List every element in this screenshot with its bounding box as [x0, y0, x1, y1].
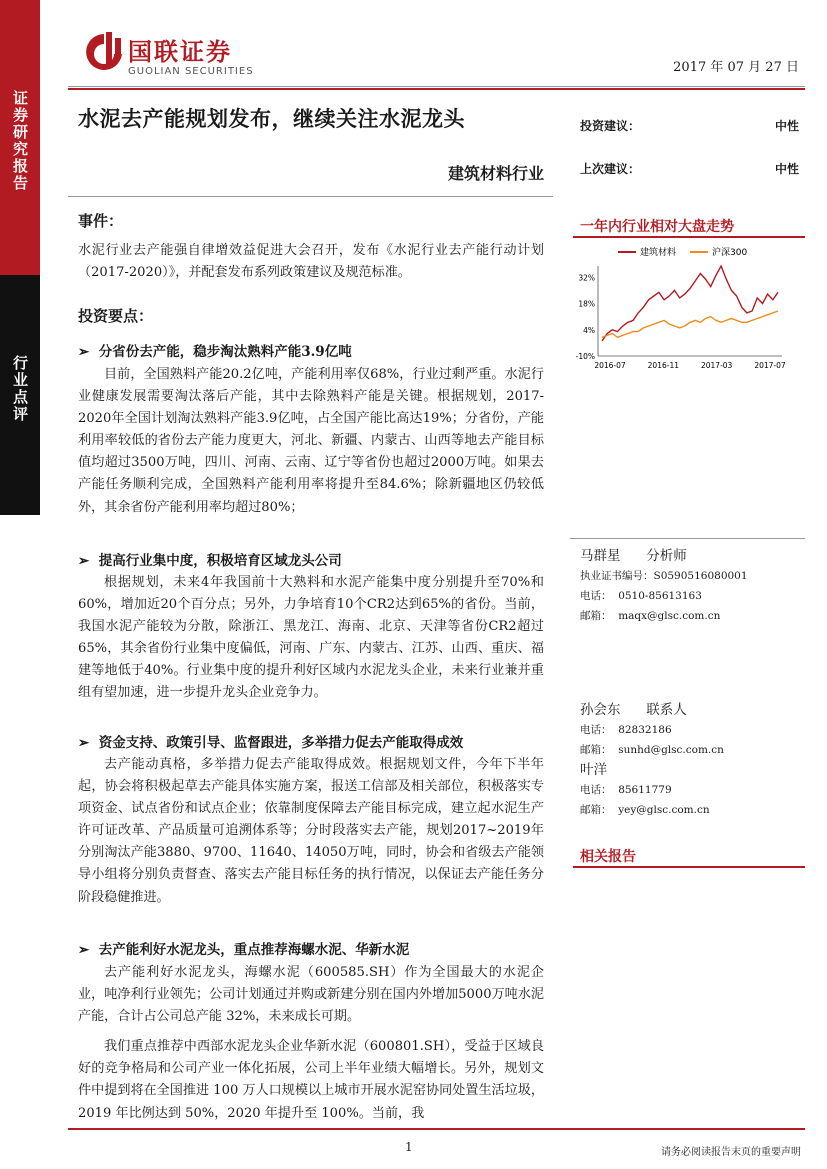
industry-name: 建筑材料行业 — [447, 164, 544, 183]
bullet-paragraph: 去产能利好水泥龙头，海螺水泥（600585.SH）作为全国最大的水泥企业，吨净利行业领先；公司计划通过并购或新建分别在国内外增加5000万吨水泥产能，合计占公司总产能 32%，未来成长可期。 — [78, 965, 544, 1025]
x-tick-label: 2016-11 — [647, 361, 680, 370]
report-date: 2017 年 07 月 27 日 — [673, 60, 799, 75]
legend-label-industry: 建筑材料 — [640, 248, 677, 258]
legend-label-index: 沪深300 — [712, 248, 748, 258]
analyst-name: 孙会东 — [580, 702, 621, 718]
brand-name-en: GUOLIAN SECURITIES — [128, 66, 254, 77]
sidebar-report-type — [0, 0, 40, 275]
chart-title-rule — [573, 236, 805, 238]
series-line-index — [602, 311, 778, 337]
bullet-body — [78, 572, 544, 705]
x-tick-label: 2017-07 — [754, 361, 786, 370]
email-link[interactable]: yey@glsc.com.cn — [618, 804, 710, 816]
points-heading: 投资要点： — [78, 307, 154, 325]
relative-performance-chart — [570, 242, 810, 382]
prev-rating-value: 中性 — [775, 162, 800, 176]
x-tick-label: 2017-03 — [700, 361, 733, 370]
invest-rating-label: 投资建议： — [580, 119, 641, 133]
prev-rating-label: 上次建议： — [580, 162, 641, 176]
bullet-body — [78, 962, 544, 1125]
analyst-card — [580, 700, 724, 820]
event-paragraph: 水泥行业去产能强自律增效益促进大会召开，发布《水泥行业去产能行动计划（2017-2020）》，并配套发布系列政策建议及规范标准。 — [78, 243, 544, 281]
y-tick-label: -10% — [575, 352, 595, 361]
bullet-paragraph: 我们重点推荐中西部水泥龙头企业华新水泥（600801.SH），受益于区域良好的竞争格局和公司产业一体化拓展，公司上半年业绩大幅增长。另外，规划文件中提到将在全国推进 100 万人口规模以上城市开展水泥窑协同处置生活垃圾，2019 年比例达到 50%，2020 年提升至 100%。当前，我 — [78, 1039, 544, 1121]
sidebar-report-label: 证券研究报告 — [11, 90, 29, 192]
x-tick-label: 2016-07 — [594, 361, 626, 370]
sidebar-category — [0, 275, 40, 515]
analyst-name: 马群星 — [580, 548, 621, 564]
bullet-marker-icon: ➢ — [78, 344, 90, 360]
chart-title: 一年内行业相对大盘走势 — [580, 219, 734, 235]
title-divider — [68, 196, 553, 197]
page-number: 1 — [405, 1140, 413, 1154]
bullet-marker-icon: ➢ — [78, 553, 90, 569]
footer-rule — [68, 1128, 805, 1130]
bullet-body — [78, 754, 544, 909]
header-divider — [68, 86, 805, 87]
bullet-paragraph: 目前，全国熟料产能20.2亿吨，产能利用率仅68%，行业过剩严重。水泥行业健康发展需要淘汰落后产能，其中去除熟料产能是关键。根据规划，2017-2020年全国计划淘汰熟料产能3.9亿吨，占全国产能比高达19%；分省份，产能利用率较低的省份去产能力度更大，河北、新疆、内蒙古、山西等地去产能目标值均超过3500万吨，四川、河南、云南、辽宁等省份也超过2000万吨。如果去产能任务顺利完成，全国熟料产能利用率将提升至84.6%；除新疆地区仍较低外，其余省份产能利用率均超过80%； — [78, 367, 544, 515]
event-text — [78, 240, 544, 284]
brand-name: 国联证券 — [128, 38, 232, 66]
related-reports-heading: 相关报告 — [580, 849, 636, 865]
phone-number: 85611779 — [618, 784, 672, 796]
related-reports-rule — [573, 866, 805, 868]
bullet-paragraph: 根据规划，未来4年我国前十大熟料和水泥产能集中度分别提升至70%和60%，增加近20个百分点；另外，力争培育10个CR2达到65%的省份。当前，我国水泥产能较为分散，除浙江、黑龙江、海南、北京、天津等省份CR2超过65%，其余省份行业集中度偏低，河南、广东、内蒙古、江苏、山西、重庆、福建等地低于40%。行业集中度的提升利好区域内水泥龙头企业，未来行业兼并重组有望加速，进一步提升龙头企业竞争力。 — [78, 575, 544, 701]
sidebar-category-label: 行业点评 — [11, 355, 29, 423]
phone-number: 0510-85613163 — [618, 590, 702, 602]
analyst-card — [580, 546, 748, 626]
guolian-logo-icon — [84, 30, 124, 76]
analyst-name: 叶洋 — [580, 762, 607, 778]
bullet-marker-icon: ➢ — [78, 942, 90, 958]
bullet-paragraph: 去产能动真格，多举措力促去产能取得成效。根据规划文件，今年下半年起，协会将积极起草去产能具体实施方案，报送工信部及相关部位，积极落实专项资金、试点省份和试点企业；依靠制度保障去产能目标完成，建立起水泥生产许可证改革、产品质量可追溯体系等；分时段落实去产能，规划2017~2019年分别淘汰产能3880、9700、11640、14050万吨，同时，协会和省级去产能领导小组将分别负责督查、落实去产能目标任务的执行情况，以保证去产能任务分阶段稳健推进。 — [78, 757, 544, 905]
series-line-industry — [602, 266, 778, 341]
phone-label: 电话： — [580, 724, 612, 736]
email-link[interactable]: sunhd@glsc.com.cn — [618, 744, 724, 756]
bullet-title: ➢ 去产能利好水泥龙头，重点推荐海螺水泥、华新水泥 — [78, 942, 410, 958]
bullet-marker-icon: ➢ — [78, 735, 90, 751]
y-tick-label: 32% — [578, 273, 595, 283]
footer-disclaimer: 请务必阅读报告末页的重要声明 — [661, 1147, 801, 1158]
report-title: 水泥去产能规划发布，继续关注水泥龙头 — [78, 106, 465, 131]
analyst-divider — [570, 538, 805, 539]
cert-number: S0590516080001 — [653, 570, 748, 582]
email-link[interactable]: maqx@glsc.com.cn — [618, 610, 721, 622]
analyst-role: 分析师 — [646, 548, 687, 564]
event-heading: 事件： — [78, 212, 124, 230]
email-label: 邮箱： — [580, 804, 612, 816]
email-label: 邮箱： — [580, 744, 612, 756]
analyst-role: 联系人 — [646, 702, 687, 718]
email-label: 邮箱： — [580, 610, 612, 622]
bullet-body — [78, 364, 544, 519]
header-red-rule — [68, 88, 805, 90]
phone-label: 电话： — [580, 784, 612, 796]
y-tick-label: 18% — [578, 299, 595, 309]
y-tick-label: 4% — [583, 325, 595, 335]
phone-number: 82832186 — [618, 724, 672, 736]
bullet-title: ➢ 分省份去产能，稳步淘汰熟料产能3.9亿吨 — [78, 344, 352, 360]
cert-label: 执业证书编号： — [580, 570, 654, 582]
bullet-title: ➢ 提高行业集中度，积极培育区域龙头公司 — [78, 553, 342, 569]
invest-rating-value: 中性 — [775, 119, 800, 133]
chart-legend — [618, 246, 747, 258]
phone-label: 电话： — [580, 590, 612, 602]
bullet-title: ➢ 资金支持、政策引导、监督跟进，多举措力促去产能取得成效 — [78, 735, 464, 751]
